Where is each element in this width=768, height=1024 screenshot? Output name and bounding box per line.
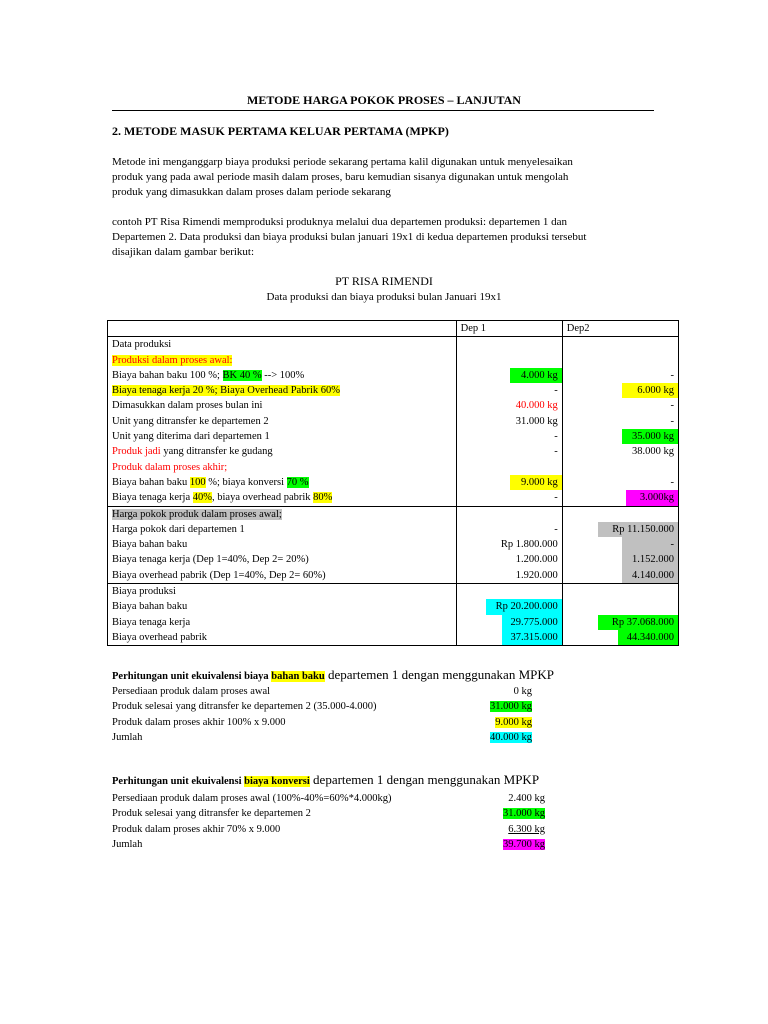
row-label-highlight: 100 [189,476,206,488]
section-heading: 2. METODE MASUK PERTAMA KELUAR PERTAMA (MPKP) [112,124,449,138]
table-section-production [108,337,679,506]
example-paragraph [112,215,657,260]
dep1-value [457,584,562,599]
calc1-list [112,684,532,745]
dep2-value: 35.000 kg [622,429,678,444]
dep2-value: 44.340.000 [618,630,678,645]
dep1-value: - [554,523,558,535]
dep2-value: 6.000 kg [622,383,678,398]
row-label: Biaya bahan baku [112,476,190,488]
calc2-label: Jumlah [112,838,143,850]
calc2-label: Produk dalam proses akhir 70% x 9.000 [112,823,281,835]
calc2-value: 2.400 kg [508,793,545,804]
row-label: Biaya tenaga kerja 20 %; Biaya Overhead Pabrik 60% [112,385,341,397]
data-table [107,320,679,646]
row-label: Biaya bahan baku 100 %; [112,369,223,381]
intro-line: produk yang pada awal periode masih dalam proses, baru kemudian sisanya digunakan untuk mengolah [112,171,569,183]
dep1-value: 40.000 kg [515,400,558,412]
calc2-title [112,772,539,788]
row-label: Biaya tenaga kerja [112,616,191,628]
row-label: , biaya overhead pabrik [212,492,314,504]
calc1-value: 9.000 kg [495,716,532,728]
dep1-value: Rp 20.200.000 [486,599,562,614]
dep1-value: 31.000 kg [515,415,558,427]
dep1-value: - [554,385,558,397]
dep2-value: - [670,476,674,488]
calc2-value: 6.300 kg [508,823,545,835]
calc2-list [112,791,545,852]
intro-line: Metode ini menganggarp biaya produksi periode sekarang pertama kalil digunakan untuk menyelesaikan [112,156,573,168]
dep2-value: 1.152.000 [622,552,678,567]
row-label: Dimasukkan dalam proses bulan ini [112,400,263,412]
dep2-value [563,507,678,522]
dep2-value [563,460,678,475]
dep1-value [457,337,562,352]
row-label: Unit yang ditransfer ke departemen 2 [112,415,269,427]
dep1-value: - [554,446,558,458]
calc2-title-part: Perhitungan unit ekuivalensi [112,776,245,787]
dep2-value: 38.000 kg [632,446,674,458]
dep1-value [457,460,562,475]
calc1-label: Persediaan produk dalam proses awal [112,686,271,697]
row-label-highlight: 80% [313,492,333,504]
calc2-value: 39.700 kg [503,838,545,850]
dep1-value: - [554,492,558,504]
calc2-value: 31.000 kg [503,808,545,820]
row-label: yang ditransfer ke gudang [160,446,273,458]
row-label: Biaya tenaga kerja [112,492,193,504]
dep2-value [563,353,678,368]
dep1-value: Rp 1.800.000 [500,539,558,551]
row-label: Biaya overhead pabrik (Dep 1=40%, Dep 2= 60%) [112,569,326,581]
row-label: --> 100% [261,369,305,381]
calc1-value: 31.000 kg [490,701,532,713]
calc2-label: Persediaan produk dalam proses awal (100%-40%=60%*4.000kg) [112,793,392,804]
col-header-dep1: Dep 1 [460,323,486,334]
row-label-highlight: BK 40 % [222,369,262,381]
dep1-value: 4.000 kg [510,368,562,383]
calc2-title-part: departemen 1 dengan menggunakan MPKP [309,772,540,787]
row-label: Data produksi [112,339,172,351]
dep2-value: - [670,369,674,381]
row-label: Unit yang diterima dari departemen 1 [112,431,270,443]
dep2-value: Rp 37.068.000 [598,615,678,630]
calc1-title-highlight: bahan baku [271,671,325,682]
row-label: Biaya bahan baku [112,601,188,613]
dep1-value: - [554,431,558,443]
calc1-label: Produk selesai yang ditransfer ke departemen 2 (35.000-4.000) [112,701,377,713]
dep2-value: 3.000kg [626,490,678,505]
title-underline [112,110,654,111]
example-line: Departemen 2. Data produksi dan biaya produksi bulan januari 19x1 di kedua departemen produksi tersebut [112,231,587,243]
row-label: Harga pokok dari departemen 1 [112,523,245,535]
col-header-dep2: Dep2 [566,323,590,334]
row-label: Biaya tenaga kerja (Dep 1=40%, Dep 2= 20%) [112,554,309,566]
row-label-red: Produk dalam proses akhir; [112,461,228,473]
row-label-red: Produk jadi [112,446,161,458]
dep2-value: - [670,400,674,412]
dep1-value: 1.200.000 [515,554,558,566]
dep1-value: 37.315.000 [502,630,562,645]
dep1-value: 1.920.000 [515,569,558,581]
dep1-value: 9.000 kg [510,475,562,490]
calc1-label: Produk dalam proses akhir 100% x 9.000 [112,716,286,728]
table-subtitle: Data produksi dan biaya produksi bulan Januari 19x1 [266,291,502,303]
row-label: Harga pokok produk dalam proses awal; [112,508,282,520]
row-label: Biaya overhead pabrik [112,631,208,643]
calc1-value: 40.000 kg [490,731,532,743]
dep2-value [563,599,678,614]
intro-line: produk yang dimasukkan dalam proses dalam periode sekarang [112,186,391,198]
table-section-production-cost [108,584,679,646]
dep2-value: 4.140.000 [622,568,678,583]
calc1-title-part: Perhitungan unit ekuivalensi biaya [112,671,272,682]
intro-paragraph [112,155,657,200]
example-line: contoh PT Risa Rimendi memproduksi produknya melalui dua departemen produksi: departemen 1 dan [112,216,567,228]
row-label: %; biaya konversi [205,476,287,488]
row-label: Produksi dalam proses awal: [112,354,233,366]
company-name: PT RISA RIMENDI [335,274,433,288]
calc2-label: Produk selesai yang ditransfer ke departemen 2 [112,808,311,820]
row-label: Biaya bahan baku [112,539,188,551]
row-label: Biaya produksi [112,586,176,598]
calc1-title [112,667,554,683]
dep1-value: 29.775.000 [502,615,562,630]
calc2-title-highlight: biaya konversi [244,776,310,787]
calc1-value: 0 kg [513,686,532,697]
dep2-value [563,337,678,352]
table-section-initial-wip-cost [108,506,679,583]
row-label-highlight: 70 % [286,476,309,488]
calc1-title-part: departemen 1 dengan menggunakan MPKP [324,667,554,682]
dep2-value: - [622,537,678,552]
dep1-value [457,507,562,522]
example-line: disajikan dalam gambar berikut: [112,246,255,258]
dep2-value: Rp 11.150.000 [598,522,678,537]
dep1-value [457,353,562,368]
calc1-label: Jumlah [112,731,143,743]
table-header-row [108,321,679,337]
dep2-value: - [670,415,674,427]
dep2-value [563,584,678,599]
page-title: METODE HARGA POKOK PROSES – LANJUTAN [247,93,521,107]
row-label-highlight: 40% [192,492,212,504]
